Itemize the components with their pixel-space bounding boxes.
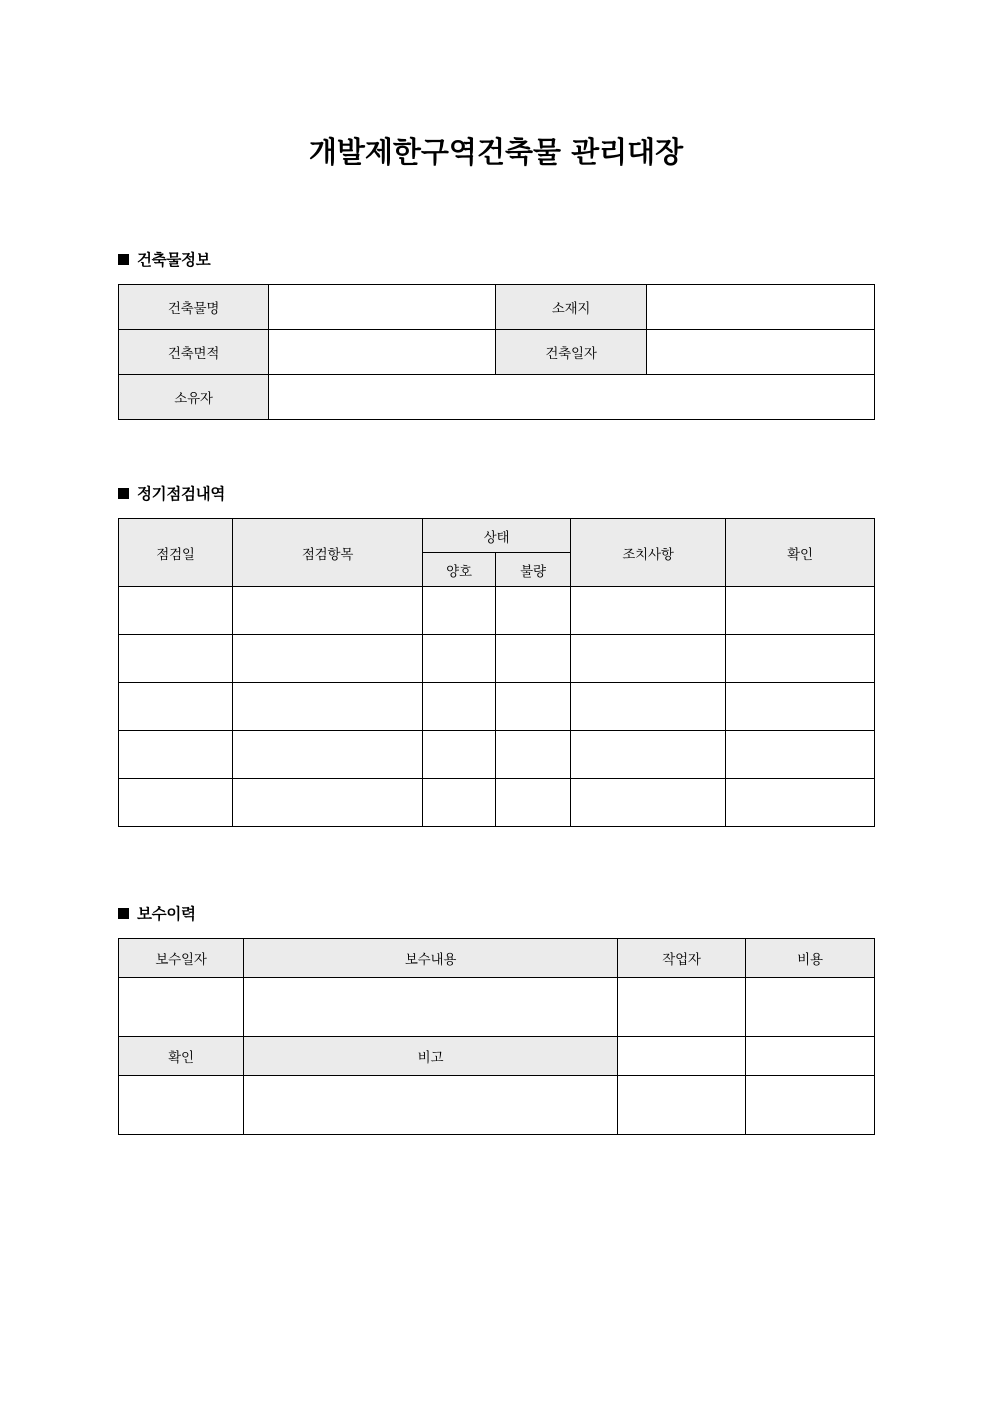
value-building-area[interactable] xyxy=(269,330,496,375)
inspection-table xyxy=(118,518,875,827)
cell-worker[interactable] xyxy=(618,978,746,1037)
cell-inspection-item[interactable] xyxy=(233,635,423,683)
label-build-date: 건축일자 xyxy=(496,330,647,375)
header-action-taken: 조치사항 xyxy=(571,519,726,587)
value-location[interactable] xyxy=(647,285,875,330)
square-bullet-icon xyxy=(118,488,129,499)
header-inspection-item: 점검항목 xyxy=(233,519,423,587)
cell-worker[interactable] xyxy=(618,1076,746,1135)
header-confirm: 확인 xyxy=(119,1037,244,1076)
section-heading-inspection xyxy=(118,482,874,504)
cell-inspection-item[interactable] xyxy=(233,731,423,779)
cell-inspection-date[interactable] xyxy=(119,683,233,731)
cell-status-bad[interactable] xyxy=(496,683,571,731)
cell-cost[interactable] xyxy=(746,978,875,1037)
cell-status-good[interactable] xyxy=(423,779,496,827)
section-heading-label: 정기점검내역 xyxy=(137,485,226,503)
page-title: 개발제한구역건축물 관리대장 xyxy=(308,135,684,169)
header-remarks: 비고 xyxy=(244,1037,618,1076)
table-row xyxy=(119,587,875,635)
table-row xyxy=(119,731,875,779)
section-heading-label: 건축물정보 xyxy=(137,251,211,269)
cell-inspection-item[interactable] xyxy=(233,587,423,635)
repair-history-table xyxy=(118,938,875,1135)
header-cost: 비용 xyxy=(746,939,875,978)
cell-confirm[interactable] xyxy=(726,779,875,827)
cell-remarks[interactable] xyxy=(244,1076,618,1135)
table-row xyxy=(119,978,875,1037)
cell-action-taken[interactable] xyxy=(571,635,726,683)
header-status: 상태 xyxy=(423,519,571,553)
table-row xyxy=(119,635,875,683)
cell-status-good[interactable] xyxy=(423,731,496,779)
header-worker: 작업자 xyxy=(618,939,746,978)
table-row xyxy=(119,285,875,330)
cell-status-good[interactable] xyxy=(423,683,496,731)
cell-inspection-date[interactable] xyxy=(119,779,233,827)
cell-status-bad[interactable] xyxy=(496,587,571,635)
cell-action-taken[interactable] xyxy=(571,587,726,635)
cell-action-taken[interactable] xyxy=(571,683,726,731)
square-bullet-icon xyxy=(118,908,129,919)
header-confirm: 확인 xyxy=(726,519,875,587)
cell-cost-blank[interactable] xyxy=(746,1037,875,1076)
table-row xyxy=(119,683,875,731)
cell-confirm[interactable] xyxy=(726,587,875,635)
header-status-bad: 불량 xyxy=(496,553,571,587)
cell-action-taken[interactable] xyxy=(571,731,726,779)
section-inspection xyxy=(118,482,874,827)
value-owner[interactable] xyxy=(269,375,875,420)
cell-inspection-date[interactable] xyxy=(119,587,233,635)
cell-status-good[interactable] xyxy=(423,635,496,683)
cell-status-bad[interactable] xyxy=(496,635,571,683)
table-row xyxy=(119,1076,875,1135)
table-header-row xyxy=(119,519,875,553)
label-owner: 소유자 xyxy=(119,375,269,420)
cell-status-bad[interactable] xyxy=(496,779,571,827)
header-inspection-date: 점검일 xyxy=(119,519,233,587)
header-status-good: 양호 xyxy=(423,553,496,587)
cell-worker-blank[interactable] xyxy=(618,1037,746,1076)
cell-inspection-item[interactable] xyxy=(233,779,423,827)
cell-repair-content[interactable] xyxy=(244,978,618,1037)
section-repair xyxy=(118,902,874,1135)
square-bullet-icon xyxy=(118,254,129,265)
cell-confirm[interactable] xyxy=(726,731,875,779)
label-building-name: 건축물명 xyxy=(119,285,269,330)
label-location: 소재지 xyxy=(496,285,647,330)
cell-cost[interactable] xyxy=(746,1076,875,1135)
building-info-table xyxy=(118,284,875,420)
cell-inspection-date[interactable] xyxy=(119,635,233,683)
section-heading-building-info xyxy=(118,248,874,270)
value-build-date[interactable] xyxy=(647,330,875,375)
cell-confirm[interactable] xyxy=(119,1076,244,1135)
header-repair-date: 보수일자 xyxy=(119,939,244,978)
header-repair-content: 보수내용 xyxy=(244,939,618,978)
section-heading-repair xyxy=(118,902,874,924)
cell-inspection-item[interactable] xyxy=(233,683,423,731)
section-building-info xyxy=(118,248,874,420)
section-heading-label: 보수이력 xyxy=(137,905,196,923)
table-header-row xyxy=(119,939,875,978)
label-building-area: 건축면적 xyxy=(119,330,269,375)
value-building-name[interactable] xyxy=(269,285,496,330)
cell-repair-date[interactable] xyxy=(119,978,244,1037)
cell-confirm[interactable] xyxy=(726,635,875,683)
table-row xyxy=(119,375,875,420)
table-row xyxy=(119,330,875,375)
cell-action-taken[interactable] xyxy=(571,779,726,827)
table-row xyxy=(119,779,875,827)
cell-status-bad[interactable] xyxy=(496,731,571,779)
table-header-row xyxy=(119,1037,875,1076)
cell-inspection-date[interactable] xyxy=(119,731,233,779)
cell-status-good[interactable] xyxy=(423,587,496,635)
cell-confirm[interactable] xyxy=(726,683,875,731)
